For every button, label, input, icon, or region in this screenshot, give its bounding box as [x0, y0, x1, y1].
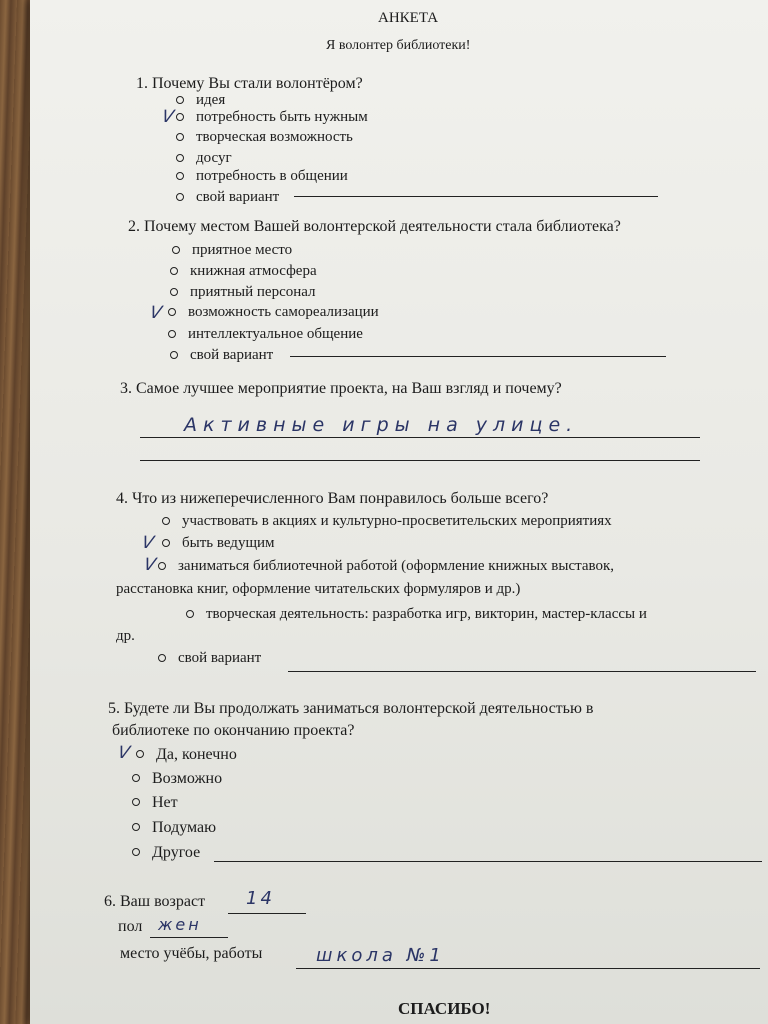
- q2-option-staff[interactable]: приятный персонал: [170, 284, 316, 301]
- question-4-text: 4. Что из нижеперечисленного Вам понравилось больше всего?: [116, 490, 549, 507]
- age-handwritten-value: 14: [246, 888, 275, 909]
- questionnaire-sheet: [30, 0, 768, 1024]
- checkmark-icon: V: [142, 555, 158, 575]
- q4-option-own[interactable]: свой вариант: [158, 650, 261, 667]
- q4-option-creative-continued: др.: [116, 628, 135, 644]
- checkmark-icon: V: [140, 533, 156, 553]
- q2-option-intellectual[interactable]: интеллектуальное общение: [168, 326, 363, 343]
- q3-answer-line-1[interactable]: [140, 437, 700, 438]
- q2-option-self-realization[interactable]: возможность самореализации: [168, 304, 379, 321]
- q3-answer-line-2[interactable]: [140, 460, 700, 461]
- q4-option-library-work[interactable]: заниматься библиотечной работой (оформление книжных выставок,: [158, 558, 614, 575]
- radio-circle-icon: [170, 267, 178, 275]
- question-5-text-line-2: библиотеке по окончанию проекта?: [112, 722, 355, 739]
- question-1-text: 1. Почему Вы стали волонтёром?: [136, 75, 363, 92]
- page-title: АНКЕТА: [378, 10, 439, 26]
- gender-answer-line[interactable]: [150, 937, 228, 938]
- radio-circle-icon: [172, 246, 180, 254]
- q5-option-no[interactable]: Нет: [132, 794, 178, 812]
- radio-circle-icon: [162, 539, 170, 547]
- radio-circle-icon: [132, 823, 140, 831]
- q4-option-host[interactable]: быть ведущим: [162, 535, 275, 552]
- radio-circle-icon: [168, 330, 176, 338]
- radio-circle-icon: [176, 113, 184, 121]
- radio-circle-icon: [136, 750, 144, 758]
- q2-option-own[interactable]: свой вариант: [170, 347, 273, 364]
- q1-option-leisure[interactable]: досуг: [176, 150, 232, 167]
- checkmark-icon: V: [160, 107, 176, 127]
- place-answer-line[interactable]: [296, 968, 760, 969]
- q5-option-think[interactable]: Подумаю: [132, 819, 216, 837]
- q5-option-yes[interactable]: Да, конечно: [136, 746, 237, 764]
- radio-circle-icon: [170, 288, 178, 296]
- q4-option-events[interactable]: участвовать в акциях и культурно-просветительских мероприятиях: [162, 513, 612, 530]
- radio-circle-icon: [132, 848, 140, 856]
- question-5-text-line-1: 5. Будете ли Вы продолжать заниматься волонтерской деятельностью в: [108, 700, 594, 717]
- q1-option-creative[interactable]: творческая возможность: [176, 129, 353, 146]
- question-3-text: 3. Самое лучшее мероприятие проекта, на Ваш взгляд и почему?: [120, 380, 562, 397]
- q4-option-creative[interactable]: творческая деятельность: разработка игр, викторин, мастер-классы и: [186, 606, 647, 623]
- q5-option-maybe[interactable]: Возможно: [132, 770, 222, 788]
- radio-circle-icon: [170, 351, 178, 359]
- place-handwritten-value: школа №1: [316, 945, 445, 966]
- q2-own-answer-line[interactable]: [290, 356, 666, 357]
- gender-handwritten-value: жен: [158, 915, 202, 934]
- q1-option-idea[interactable]: идея: [176, 92, 225, 109]
- gender-label: пол: [118, 918, 143, 935]
- radio-circle-icon: [132, 798, 140, 806]
- checkmark-icon: V: [116, 743, 132, 763]
- radio-circle-icon: [176, 193, 184, 201]
- q1-own-answer-line[interactable]: [294, 196, 658, 197]
- age-answer-line[interactable]: [228, 913, 306, 914]
- radio-circle-icon: [132, 774, 140, 782]
- q1-option-communication[interactable]: потребность в общении: [176, 168, 348, 185]
- q4-own-answer-line[interactable]: [288, 671, 756, 672]
- radio-circle-icon: [176, 96, 184, 104]
- radio-circle-icon: [168, 308, 176, 316]
- age-label: 6. Ваш возраст: [104, 893, 206, 910]
- radio-circle-icon: [176, 133, 184, 141]
- place-label: место учёбы, работы: [120, 945, 263, 962]
- radio-circle-icon: [162, 517, 170, 525]
- thanks-text: СПАСИБО!: [398, 999, 491, 1018]
- radio-circle-icon: [158, 562, 166, 570]
- q2-option-nice-place[interactable]: приятное место: [172, 242, 292, 259]
- q2-option-atmosphere[interactable]: книжная атмосфера: [170, 263, 317, 280]
- radio-circle-icon: [176, 172, 184, 180]
- q3-handwritten-answer: Активные игры на улице.: [184, 414, 579, 436]
- radio-circle-icon: [176, 154, 184, 162]
- q5-other-answer-line[interactable]: [214, 861, 762, 862]
- question-2-text: 2. Почему местом Вашей волонтерской деятельности стала библиотека?: [128, 218, 621, 235]
- radio-circle-icon: [186, 610, 194, 618]
- checkmark-icon: V: [148, 303, 164, 323]
- q4-option-library-work-continued: расстановка книг, оформление читательских формуляров и др.): [116, 581, 521, 597]
- q1-option-own[interactable]: свой вариант: [176, 189, 279, 206]
- page-subtitle: Я волонтер библиотеки!: [326, 38, 471, 53]
- radio-circle-icon: [158, 654, 166, 662]
- q5-option-other[interactable]: Другое: [132, 844, 200, 862]
- q1-option-need[interactable]: потребность быть нужным: [176, 109, 368, 126]
